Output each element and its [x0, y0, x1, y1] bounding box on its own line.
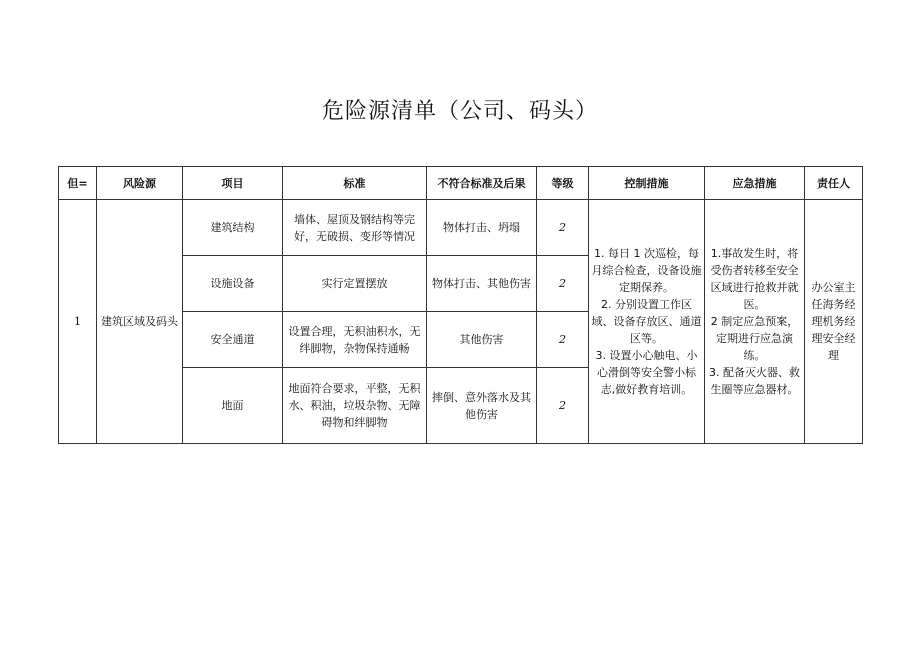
responsible-person: 办公室主任海务经理机务经理安全经理: [805, 200, 863, 444]
header-cell-controls: 控制措施: [589, 167, 705, 200]
grade-cell: 2: [537, 368, 589, 444]
item-cell: 地面: [183, 368, 283, 444]
item-cell: 建筑结构: [183, 200, 283, 256]
header-cell-source: 风险源: [97, 167, 183, 200]
emergency-measure-item: 2 制定应急预案，定期进行应急演练。: [710, 315, 799, 362]
grade-cell: 2: [537, 256, 589, 312]
table-row: [59, 200, 863, 256]
consequence-cell: 其他伤害: [427, 312, 537, 368]
standard-cell: 地面符合要求，平整，无积水、积油，垃圾杂物、无障碍物和绊脚物: [283, 368, 427, 444]
grade-cell: 2: [537, 312, 589, 368]
standard-cell: 实行定置摆放: [283, 256, 427, 312]
standard-cell: 墙体、屋顶及钢结构等完好，无破损、变形等情况: [283, 200, 427, 256]
header-row: [59, 167, 863, 200]
header-cell-owner: 责任人: [805, 167, 863, 200]
grade-cell: 2: [537, 200, 589, 256]
control-measure-item: 2. 分别设置工作区域、设备存放区、通道区等。: [591, 298, 702, 345]
header-cell-emergency: 应急措施: [705, 167, 805, 200]
header-cell-grade: 等级: [537, 167, 589, 200]
header-cell-standard: 标准: [283, 167, 427, 200]
risk-source: 建筑区域及码头: [97, 200, 183, 444]
header-cell-no: 但=: [59, 167, 97, 200]
header-cell-item: 项目: [183, 167, 283, 200]
page-title: 危险源清单（公司、码头）: [321, 99, 598, 124]
header-cell-consequence: 不符合标准及后果: [427, 167, 537, 200]
standard-cell: 设置合理，无积油积水，无绊脚物，杂物保持通畅: [283, 312, 427, 368]
emergency-measure-item: 1.事故发生时，将受伤者转移至安全区域进行抢救并就医。: [710, 247, 799, 311]
control-measure-item: 3. 设置小心触电、小心滑倒等安全警小标志,做好教育培训。: [595, 349, 698, 396]
row-number: 1: [59, 200, 97, 444]
hazard-table: [58, 166, 863, 444]
control-measure-item: 1. 每日 1 次巡检，每月综合检查，设备设施定期保养。: [591, 247, 702, 294]
emergency-measures: [705, 200, 805, 444]
consequence-cell: 物体打击、坍塌: [427, 200, 537, 256]
control-measures: [589, 200, 705, 444]
consequence-cell: 摔倒、意外落水及其他伤害: [427, 368, 537, 444]
emergency-measure-item: 3. 配备灭火器、救生圈等应急器材。: [709, 366, 800, 396]
item-cell: 安全通道: [183, 312, 283, 368]
item-cell: 设施设备: [183, 256, 283, 312]
consequence-cell: 物体打击、其他伤害: [427, 256, 537, 312]
